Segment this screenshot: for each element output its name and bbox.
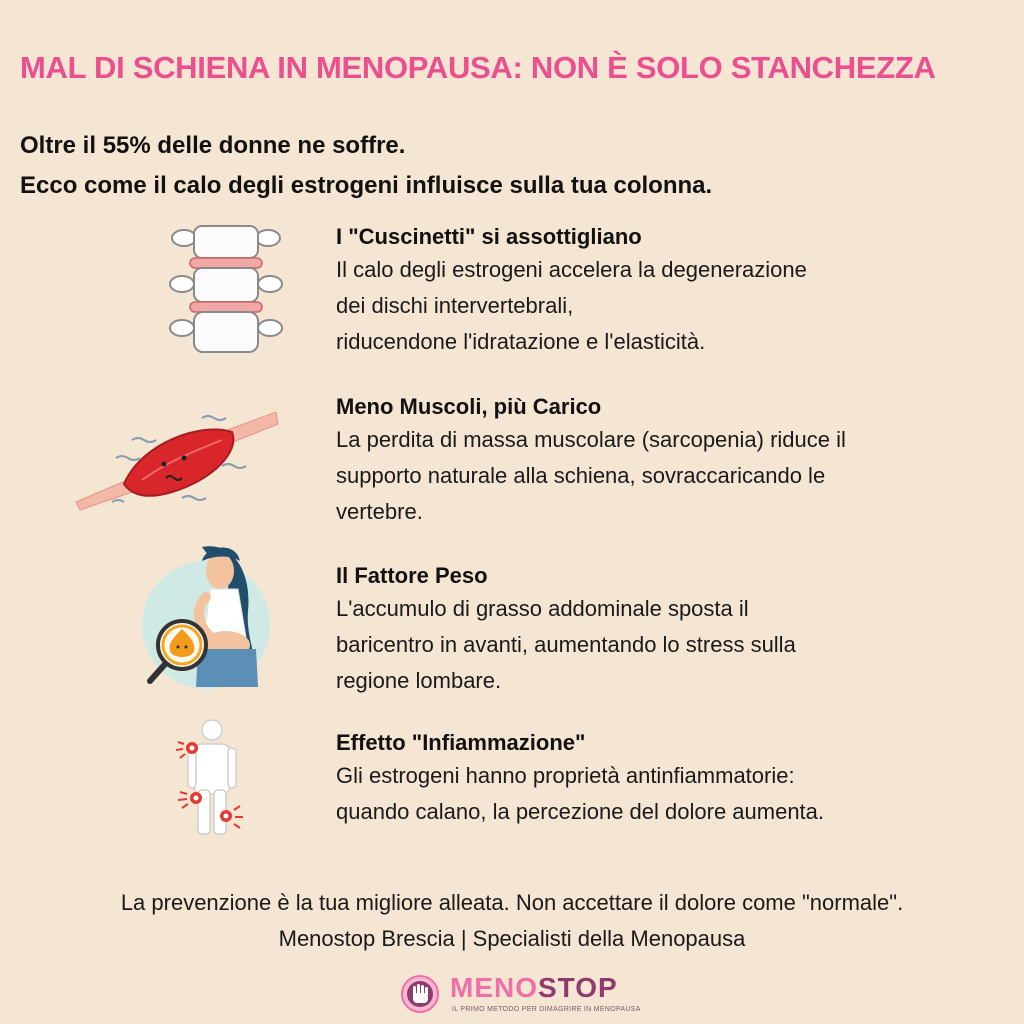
info-item-muscles	[0, 392, 1024, 532]
intro-line-2: Ecco come il calo degli estrogeni influisce sulla tua colonna.	[20, 172, 713, 199]
body-pain-points-illustration	[170, 718, 250, 838]
spine-discs-illustration	[168, 222, 284, 362]
info-item-body-line: riducendone l'idratazione e l'elasticità.	[336, 329, 706, 354]
info-item-weight	[0, 561, 1024, 701]
info-item-body-line: Gli estrogeni hanno proprietà antinfiammatorie:	[336, 763, 795, 788]
logo-wordmark-stop: STOP	[538, 972, 618, 1003]
footer-message: La prevenzione è la tua migliore alleata. Non accettare il dolore come "normale".	[120, 890, 904, 915]
info-item-text	[336, 392, 996, 530]
info-item-text	[336, 728, 996, 830]
logo-wordmark-meno: MENO	[450, 972, 538, 1003]
info-item-body-line: baricentro in avanti, aumentando lo stress sulla	[336, 632, 796, 657]
info-item-body-line: supporto naturale alla schiena, sovraccaricando le	[336, 463, 826, 488]
hand-stop-icon	[400, 974, 440, 1014]
info-item-text	[336, 222, 996, 360]
info-item-discs	[0, 222, 1024, 362]
info-item-body-line: regione lombare.	[336, 668, 502, 693]
info-item-heading: Meno Muscoli, più Carico	[336, 394, 602, 419]
info-item-body-line: quando calano, la percezione del dolore aumenta.	[336, 799, 825, 824]
info-item-body-line: La perdita di massa muscolare (sarcopenia) riduce il	[336, 427, 846, 452]
logo-tagline: IL PRIMO METODO PER DIMAGRIRE IN MENOPAUSA	[452, 1006, 641, 1013]
info-item-heading: I "Cuscinetti" si assottigliano	[336, 224, 642, 249]
intro	[20, 126, 1010, 206]
info-item-heading: Effetto "Infiammazione"	[336, 730, 586, 755]
footer	[0, 885, 1024, 957]
logo-wordmark	[450, 972, 618, 1004]
menostop-logo	[400, 972, 640, 1016]
info-item-body-line: Il calo degli estrogeni accelera la degenerazione	[336, 257, 807, 282]
sore-muscle-illustration	[72, 402, 282, 512]
info-item-heading: Il Fattore Peso	[336, 563, 488, 588]
page-title: MAL DI SCHIENA IN MENOPAUSA: NON È SOLO STANCHEZZA	[20, 50, 936, 85]
intro-line-1: Oltre il 55% delle donne ne soffre.	[20, 132, 406, 159]
woman-belly-fat-magnifier-illustration	[140, 541, 280, 691]
info-item-text	[336, 561, 996, 699]
info-item-body-line: dei dischi intervertebrali,	[336, 293, 574, 318]
footer-signature: Menostop Brescia | Specialisti della Menopausa	[278, 926, 746, 951]
info-item-inflammation	[0, 728, 1024, 848]
info-item-body-line: L'accumulo di grasso addominale sposta il	[336, 596, 749, 621]
info-item-body-line: vertebre.	[336, 499, 423, 524]
